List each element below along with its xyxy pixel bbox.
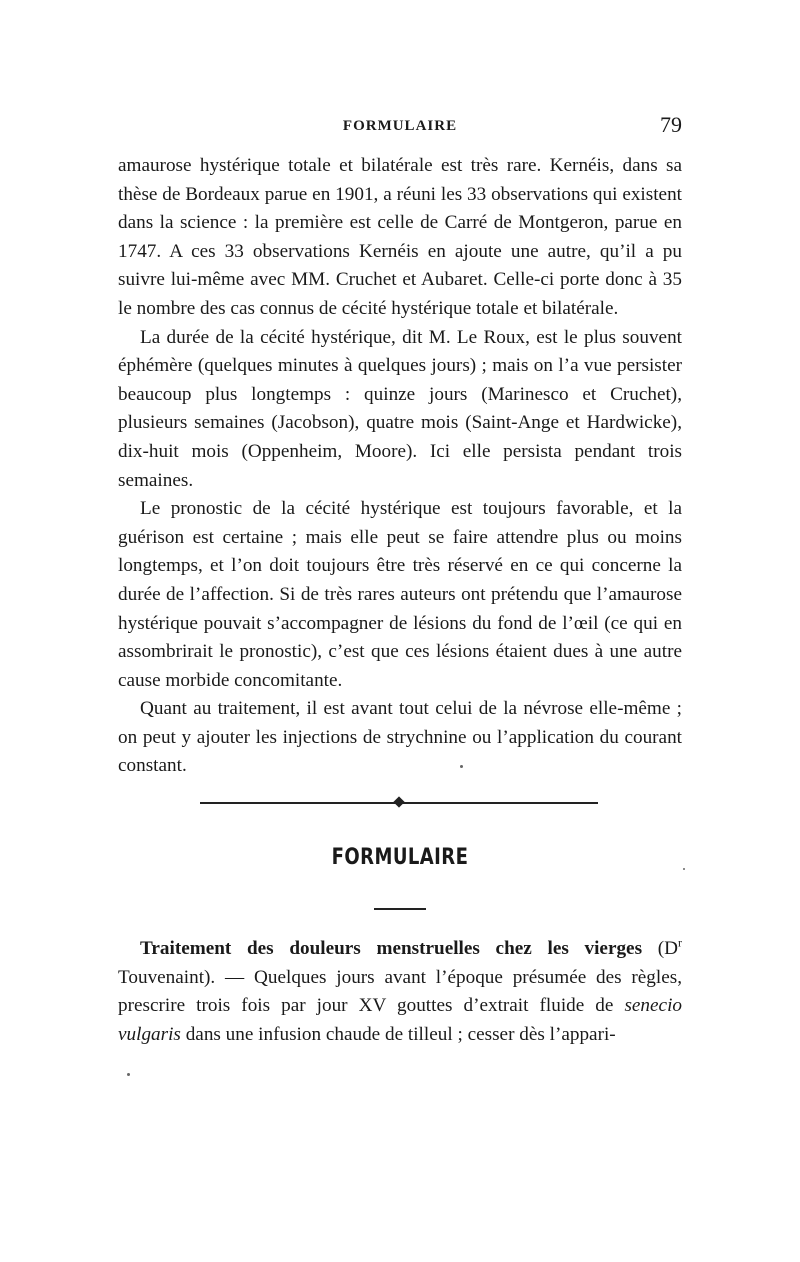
running-head <box>118 112 682 142</box>
recipe-author-rest: Touvenaint). — <box>118 966 255 988</box>
recipe-paragraph <box>118 935 682 1049</box>
divider-diamond-ornament <box>393 796 404 807</box>
print-speck <box>127 1073 130 1076</box>
print-speck <box>460 765 463 768</box>
recipe-block <box>118 935 682 1049</box>
recipe-text-after: dans une infusion chaude de tilleul ; cesser dès l’appari- <box>180 1023 616 1045</box>
recipe-author-open: (D <box>642 938 678 959</box>
page-number: 79 <box>660 112 682 137</box>
recipe-author-sup: r <box>678 935 682 950</box>
section-title-underline <box>374 908 426 910</box>
paragraph-continuation: amaurose hystérique totale et bilatérale est très rare. Kernéis, dans sa thèse de Bordeaux parue en 1901, a réuni les 33 observations qui existent dans la science : la première est celle de Carré de Montgeron, parue en 1747. A ces 33 observations Kernéis en ajoute une autre, qu’il a pu suivre lui-même avec MM. Cruchet et Aubaret. Celle-ci porte donc à 35 le nombre des cas connus de cécité hystérique totale et bilatérale. <box>118 155 682 319</box>
main-text-block <box>118 152 682 781</box>
paragraph-duration: La durée de la cécité hystérique, dit M. Le Roux, est le plus souvent éphémère (quelques minutes à quelques jours) ; mais on l’a vue persister beaucoup plus longtemps : quinze jours (Marinesco et Cruchet), plusieurs semaines (Jacobson), quatre mois (Saint-Ange et Hardwicke), dix-huit mois (Oppenheim, Moore). Ici elle persista pendant trois semaines. <box>118 326 682 491</box>
recipe-text-before: Quelques jours avant l’époque présumée des règles, prescrire trois fois par jour XV gouttes d’extrait fluide de <box>118 966 683 1017</box>
print-speck <box>683 868 685 870</box>
recipe-italic-term: senecio vulgaris <box>118 995 682 1045</box>
paragraph-prognosis: Le pronostic de la cécité hystérique est toujours favorable, et la guérison est certaine ; mais elle peut se faire attendre plus ou moins longtemps, et l’on doit toujours être très réservé en ce qui concerne la durée de l’affection. Si de très rares auteurs ont prétendu que l’amaurose hystérique pouvait s’accompagner de lésions du fond de l’œil (ce qui en assombrirait le pronostic), c’est que ces lésions étaient dues à une autre cause morbide concomitante. <box>118 498 682 691</box>
recipe-title: Traitement des douleurs menstruelles chez les vierges <box>140 938 643 959</box>
running-title: FORMULAIRE <box>342 118 458 134</box>
paragraph-treatment: Quant au traitement, il est avant tout celui de la névrose elle-même ; on peut y ajouter les injections de strychnine ou l’application du courant constant. <box>118 698 682 777</box>
section-title: FORMULAIRE <box>331 845 469 870</box>
